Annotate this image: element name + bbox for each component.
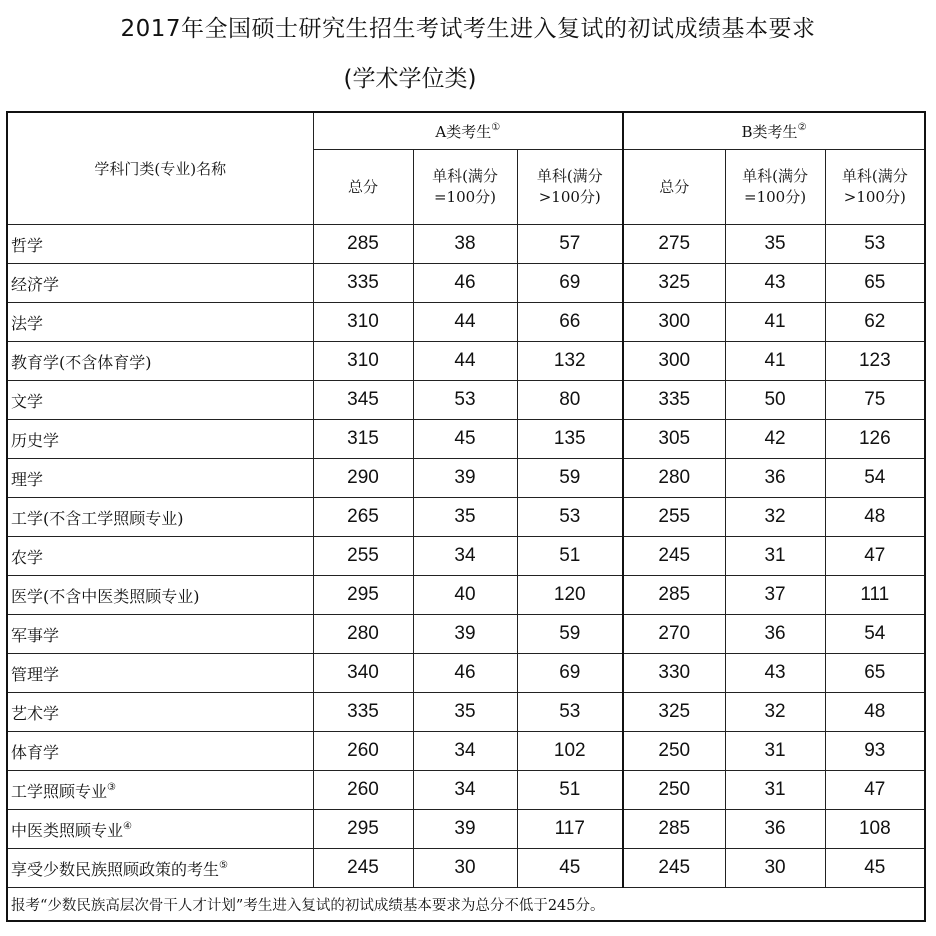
table-row xyxy=(7,264,925,303)
subject-name: 管理学 xyxy=(11,664,60,684)
a-single-gt100-header: 单科(满分>100分) xyxy=(517,150,623,225)
group-b-single-100-cell: 30 xyxy=(725,849,825,888)
group-a-single-gt100-cell: 51 xyxy=(517,771,623,810)
group-b-total-cell: 325 xyxy=(623,264,725,303)
group-a-single-gt100-cell: 59 xyxy=(517,459,623,498)
group-b-single-gt100-cell: 62 xyxy=(825,303,925,342)
group-b-single-100-cell: 36 xyxy=(725,459,825,498)
group-b-total-cell: 325 xyxy=(623,693,725,732)
subject-name-cell xyxy=(7,498,313,537)
group-b-total-cell: 250 xyxy=(623,771,725,810)
subject-name-cell xyxy=(7,693,313,732)
subject-name: 工学照顾专业 xyxy=(11,781,108,801)
group-b-single-100-cell: 50 xyxy=(725,381,825,420)
group-a-single-gt100-cell: 51 xyxy=(517,537,623,576)
group-b-single-100-cell: 36 xyxy=(725,810,825,849)
group-b-single-100-cell: 36 xyxy=(725,615,825,654)
group-b-single-gt100-cell: 65 xyxy=(825,264,925,303)
group-b-single-gt100-cell: 111 xyxy=(825,576,925,615)
group-b-total-cell: 250 xyxy=(623,732,725,771)
group-b-total-cell: 280 xyxy=(623,459,725,498)
group-b-total-cell: 300 xyxy=(623,342,725,381)
group-b-single-gt100-cell: 48 xyxy=(825,693,925,732)
group-a-header xyxy=(313,112,623,150)
table-row xyxy=(7,810,925,849)
group-a-single-100-cell: 40 xyxy=(413,576,517,615)
table-row xyxy=(7,576,925,615)
table-row xyxy=(7,693,925,732)
group-a-single-100-cell: 35 xyxy=(413,693,517,732)
group-a-total-cell: 315 xyxy=(313,420,413,459)
group-a-single-100-cell: 45 xyxy=(413,420,517,459)
group-b-single-gt100-cell: 47 xyxy=(825,771,925,810)
group-b-single-100-cell: 37 xyxy=(725,576,825,615)
subject-name: 中医类照顾专业 xyxy=(11,820,124,840)
group-a-total-cell: 265 xyxy=(313,498,413,537)
group-b-single-gt100-cell: 48 xyxy=(825,498,925,537)
group-a-single-gt100-cell: 53 xyxy=(517,693,623,732)
subject-name-cell xyxy=(7,459,313,498)
subject-name: 哲学 xyxy=(11,235,44,255)
table-row xyxy=(7,732,925,771)
table-row xyxy=(7,342,925,381)
table-body xyxy=(7,225,925,888)
group-a-single-100-cell: 46 xyxy=(413,264,517,303)
group-b-single-100-cell: 43 xyxy=(725,654,825,693)
table-row xyxy=(7,225,925,264)
subject-name-cell xyxy=(7,381,313,420)
group-b-single-100-cell: 31 xyxy=(725,732,825,771)
group-a-single-100-cell: 34 xyxy=(413,537,517,576)
subject-name-cell xyxy=(7,615,313,654)
group-a-total-cell: 255 xyxy=(313,537,413,576)
page-title: 2017年全国硕士研究生招生考试考生进入复试的初试成绩基本要求 xyxy=(120,16,816,42)
table-row xyxy=(7,498,925,537)
group-a-single-100-cell: 30 xyxy=(413,849,517,888)
group-a-total-cell: 335 xyxy=(313,264,413,303)
group-b-single-100-cell: 32 xyxy=(725,498,825,537)
subject-name: 经济学 xyxy=(11,274,60,294)
group-a-total-cell: 340 xyxy=(313,654,413,693)
group-a-single-gt100-cell: 80 xyxy=(517,381,623,420)
subject-name: 教育学(不含体育学) xyxy=(11,352,152,372)
group-a-total-cell: 345 xyxy=(313,381,413,420)
table-row xyxy=(7,849,925,888)
group-b-single-gt100-cell: 45 xyxy=(825,849,925,888)
group-a-total-cell: 310 xyxy=(313,303,413,342)
table-row xyxy=(7,654,925,693)
group-a-single-gt100-cell: 59 xyxy=(517,615,623,654)
group-a-total-cell: 335 xyxy=(313,693,413,732)
group-a-single-100-cell: 46 xyxy=(413,654,517,693)
group-b-total-cell: 270 xyxy=(623,615,725,654)
category-header-label: 学科门类(专业)名称 xyxy=(94,160,227,178)
footnote-row xyxy=(7,888,925,922)
group-a-total-cell: 245 xyxy=(313,849,413,888)
group-a-single-gt100-cell: 53 xyxy=(517,498,623,537)
subject-name: 历史学 xyxy=(11,430,60,450)
group-b-single-gt100-cell: 54 xyxy=(825,615,925,654)
table-row xyxy=(7,615,925,654)
footnote-mark: ③ xyxy=(107,781,116,793)
group-a-single-100-cell: 39 xyxy=(413,615,517,654)
group-b-total-cell: 255 xyxy=(623,498,725,537)
group-b-single-gt100-cell: 123 xyxy=(825,342,925,381)
group-b-single-gt100-cell: 75 xyxy=(825,381,925,420)
group-b-single-100-cell: 41 xyxy=(725,303,825,342)
group-a-single-gt100-cell: 135 xyxy=(517,420,623,459)
group-b-total-cell: 245 xyxy=(623,849,725,888)
group-a-single-100-cell: 53 xyxy=(413,381,517,420)
group-a-single-100-cell: 44 xyxy=(413,303,517,342)
footnote-mark: ④ xyxy=(123,820,132,832)
footnote-mark: ⑤ xyxy=(219,859,228,871)
group-b-label: B类考生 xyxy=(741,122,798,141)
group-a-single-100-cell: 34 xyxy=(413,732,517,771)
group-a-single-gt100-cell: 132 xyxy=(517,342,623,381)
group-a-single-100-cell: 39 xyxy=(413,459,517,498)
subject-name-cell xyxy=(7,264,313,303)
group-a-total-cell: 280 xyxy=(313,615,413,654)
group-a-single-100-cell: 35 xyxy=(413,498,517,537)
subject-name: 医学(不含中医类照顾专业) xyxy=(11,586,200,606)
group-a-total-cell: 295 xyxy=(313,576,413,615)
category-header xyxy=(7,112,313,225)
b-total-header: 总分 xyxy=(623,150,725,225)
table-row xyxy=(7,459,925,498)
group-a-single-gt100-cell: 57 xyxy=(517,225,623,264)
group-b-total-cell: 245 xyxy=(623,537,725,576)
group-b-total-cell: 335 xyxy=(623,381,725,420)
group-a-single-gt100-cell: 102 xyxy=(517,732,623,771)
group-a-single-gt100-cell: 120 xyxy=(517,576,623,615)
group-b-single-100-cell: 42 xyxy=(725,420,825,459)
table-row xyxy=(7,420,925,459)
table-row xyxy=(7,381,925,420)
group-b-total-cell: 330 xyxy=(623,654,725,693)
group-b-single-gt100-cell: 54 xyxy=(825,459,925,498)
group-b-single-gt100-cell: 126 xyxy=(825,420,925,459)
group-b-total-cell: 285 xyxy=(623,576,725,615)
subject-name-cell xyxy=(7,771,313,810)
b-single-100-header: 单科(满分=100分) xyxy=(725,150,825,225)
subject-name: 军事学 xyxy=(11,625,60,645)
subject-name: 享受少数民族照顾政策的考生 xyxy=(11,859,220,879)
group-a-single-gt100-cell: 45 xyxy=(517,849,623,888)
group-a-single-gt100-cell: 69 xyxy=(517,654,623,693)
subject-name-cell xyxy=(7,849,313,888)
subject-name: 法学 xyxy=(11,313,44,333)
group-a-total-cell: 295 xyxy=(313,810,413,849)
subject-name-cell xyxy=(7,732,313,771)
score-requirements-table xyxy=(6,111,926,922)
subject-name-cell xyxy=(7,342,313,381)
subject-name-cell xyxy=(7,537,313,576)
group-b-single-gt100-cell: 93 xyxy=(825,732,925,771)
group-b-single-100-cell: 35 xyxy=(725,225,825,264)
group-b-single-100-cell: 31 xyxy=(725,771,825,810)
subject-name-cell xyxy=(7,420,313,459)
group-a-total-cell: 310 xyxy=(313,342,413,381)
group-b-single-100-cell: 31 xyxy=(725,537,825,576)
subject-name-cell xyxy=(7,810,313,849)
table-row xyxy=(7,771,925,810)
subject-name: 农学 xyxy=(11,547,44,567)
group-a-single-100-cell: 44 xyxy=(413,342,517,381)
table-row xyxy=(7,303,925,342)
group-a-total-cell: 260 xyxy=(313,732,413,771)
subject-name: 理学 xyxy=(11,469,44,489)
table-row xyxy=(7,537,925,576)
subject-name-cell xyxy=(7,225,313,264)
group-b-total-cell: 275 xyxy=(623,225,725,264)
header-row-groups xyxy=(7,112,925,150)
group-a-single-100-cell: 38 xyxy=(413,225,517,264)
group-b-single-gt100-cell: 65 xyxy=(825,654,925,693)
group-b-footnote-mark: ② xyxy=(797,121,807,133)
subject-name-cell xyxy=(7,654,313,693)
group-b-single-100-cell: 32 xyxy=(725,693,825,732)
b-single-gt100-header: 单科(满分>100分) xyxy=(825,150,925,225)
group-a-total-cell: 285 xyxy=(313,225,413,264)
group-a-single-100-cell: 34 xyxy=(413,771,517,810)
group-b-single-gt100-cell: 47 xyxy=(825,537,925,576)
group-a-single-gt100-cell: 69 xyxy=(517,264,623,303)
group-a-total-cell: 290 xyxy=(313,459,413,498)
group-a-footnote-mark: ① xyxy=(491,121,501,133)
group-a-label: A类考生 xyxy=(435,122,492,141)
subject-name: 工学(不含工学照顾专业) xyxy=(11,508,184,528)
subject-name: 体育学 xyxy=(11,742,60,762)
group-b-total-cell: 305 xyxy=(623,420,725,459)
group-a-single-gt100-cell: 66 xyxy=(517,303,623,342)
subject-name-cell xyxy=(7,303,313,342)
page-subtitle: (学术学位类) xyxy=(343,66,477,92)
group-b-single-100-cell: 43 xyxy=(725,264,825,303)
group-b-total-cell: 285 xyxy=(623,810,725,849)
subject-name: 文学 xyxy=(11,391,44,411)
group-b-single-100-cell: 41 xyxy=(725,342,825,381)
group-a-single-100-cell: 39 xyxy=(413,810,517,849)
group-a-total-cell: 260 xyxy=(313,771,413,810)
group-b-single-gt100-cell: 53 xyxy=(825,225,925,264)
group-b-header xyxy=(623,112,925,150)
group-a-single-gt100-cell: 117 xyxy=(517,810,623,849)
a-total-header: 总分 xyxy=(313,150,413,225)
footnote: 报考“少数民族高层次骨干人才计划”考生进入复试的初试成绩基本要求为总分不低于245分。 xyxy=(7,888,925,922)
a-single-100-header: 单科(满分=100分) xyxy=(413,150,517,225)
subject-name-cell xyxy=(7,576,313,615)
group-b-single-gt100-cell: 108 xyxy=(825,810,925,849)
subject-name: 艺术学 xyxy=(11,703,60,723)
group-b-total-cell: 300 xyxy=(623,303,725,342)
